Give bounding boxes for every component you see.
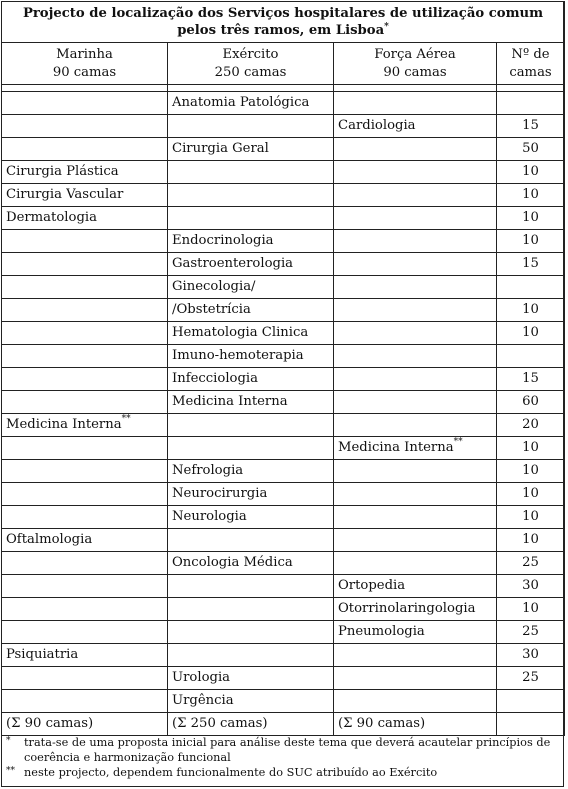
cell-forca-aerea [334, 207, 497, 230]
cell-exercito-text: Imuno-hemoterapia [172, 348, 304, 363]
table-title [2, 2, 565, 43]
cell-exercito-text: Ginecologia/ [172, 279, 256, 294]
cell-camas [497, 138, 565, 161]
cell-marinha [2, 253, 168, 276]
cell-exercito-text: Cirurgia Geral [172, 141, 269, 156]
table-row [2, 345, 565, 368]
cell-camas-text: 10 [522, 187, 539, 202]
cell-camas [497, 529, 565, 552]
cell-camas-text: 10 [522, 509, 539, 524]
table-row [2, 506, 565, 529]
cell-camas [497, 690, 565, 713]
cell-camas-text: 15 [522, 371, 539, 386]
cell-exercito-text: Infecciologia [172, 371, 258, 386]
table-row [2, 322, 565, 345]
spacer-row [2, 85, 565, 92]
cell-exercito [168, 368, 334, 391]
cell-exercito-text: Neurocirurgia [172, 486, 268, 501]
cell-marinha-text: Medicina Interna [6, 417, 122, 432]
header-forca-aerea-beds: 90 camas [383, 64, 447, 80]
cell-forca-aerea-text: Medicina Interna [338, 440, 454, 455]
cell-camas-text: 10 [522, 532, 539, 547]
cell-exercito [168, 161, 334, 184]
cell-exercito [168, 299, 334, 322]
cell-forca-aerea [334, 460, 497, 483]
table-row [2, 598, 565, 621]
spacer-cell [2, 85, 168, 92]
cell-camas [497, 391, 565, 414]
cell-forca-aerea [334, 253, 497, 276]
cell-exercito-text: Anatomia Patológica [172, 95, 310, 110]
cell-camas-text: 10 [522, 164, 539, 179]
cell-exercito [168, 667, 334, 690]
cell-forca-aerea [334, 690, 497, 713]
cell-forca-aerea [334, 437, 497, 460]
cell-forca-aerea [334, 644, 497, 667]
title-line-2-text: pelos três ramos, em Lisboa [177, 23, 385, 38]
cell-exercito [168, 138, 334, 161]
header-forca-aerea [334, 43, 497, 85]
header-forca-aerea-name: Força Aérea [374, 46, 456, 62]
table-row [2, 161, 565, 184]
table-row [2, 460, 565, 483]
table-row [2, 621, 565, 644]
title-line-1: Projecto de localização dos Serviços hospitalares de utilização comum [22, 6, 544, 21]
cell-camas-text: 60 [522, 394, 539, 409]
cell-camas [497, 460, 565, 483]
cell-marinha-text: Dermatologia [6, 210, 97, 225]
table-row [2, 529, 565, 552]
cell-marinha [2, 368, 168, 391]
footnote-2 [6, 765, 558, 780]
cell-camas [497, 322, 565, 345]
cell-exercito [168, 598, 334, 621]
footnote-1-text: trata-se de uma proposta inicial para análise deste tema que deverá acautelar princípios de coerência e harmonização funcional [24, 736, 551, 764]
cell-forca-aerea [334, 276, 497, 299]
cell-marinha [2, 138, 168, 161]
cell-camas [497, 621, 565, 644]
cell-camas [497, 368, 565, 391]
cell-marinha [2, 483, 168, 506]
cell-marinha [2, 322, 168, 345]
header-exercito-beds: 250 camas [214, 64, 287, 80]
header-marinha-beds: 90 camas [52, 64, 117, 80]
cell-exercito-text: /Obstetrícia [172, 302, 251, 317]
cell-camas-text: 10 [522, 601, 539, 616]
title-line-2 [6, 22, 560, 39]
cell-marinha [2, 115, 168, 138]
cell-forca-aerea [334, 391, 497, 414]
cell-exercito-text: Neurologia [172, 509, 247, 524]
cell-forca-aerea [334, 529, 497, 552]
cell-exercito [168, 230, 334, 253]
cell-exercito-text: Oncologia Médica [172, 555, 293, 570]
header-n-camas [497, 43, 565, 85]
cell-camas [497, 299, 565, 322]
cell-marinha [2, 207, 168, 230]
table-row [2, 115, 565, 138]
spacer-cell [168, 85, 334, 92]
cell-forca-aerea [334, 161, 497, 184]
footnote-marker: ** [121, 414, 131, 424]
cell-marinha-text: Oftalmologia [6, 532, 93, 547]
cell-marinha [2, 92, 168, 115]
cell-camas [497, 483, 565, 506]
cell-camas [497, 207, 565, 230]
cell-marinha-text: Cirurgia Plástica [6, 164, 119, 179]
cell-marinha [2, 621, 168, 644]
cell-camas-text: 10 [522, 325, 539, 340]
cell-forca-aerea [334, 552, 497, 575]
cell-camas-text: 50 [522, 141, 539, 156]
cell-forca-aerea [334, 506, 497, 529]
title-footnote-marker: * [384, 22, 389, 32]
cell-camas [497, 644, 565, 667]
cell-marinha [2, 230, 168, 253]
cell-forca-aerea [334, 598, 497, 621]
table-row [2, 184, 565, 207]
cell-camas-text: 20 [522, 417, 539, 432]
cell-exercito [168, 529, 334, 552]
cell-forca-aerea [334, 345, 497, 368]
cell-forca-aerea [334, 230, 497, 253]
header-marinha-name: Marinha [56, 46, 113, 62]
cell-forca-aerea [334, 483, 497, 506]
cell-exercito [168, 621, 334, 644]
cell-marinha [2, 460, 168, 483]
cell-camas-text: 15 [522, 118, 539, 133]
table-row [2, 138, 565, 161]
cell-marinha-text: Psiquiatria [6, 647, 79, 662]
table-row [2, 92, 565, 115]
table-row [2, 644, 565, 667]
cell-exercito [168, 92, 334, 115]
cell-camas-text: 15 [522, 256, 539, 271]
cell-camas [497, 552, 565, 575]
table-row [2, 575, 565, 598]
cell-exercito-text: Urologia [172, 670, 231, 685]
cell-exercito-text: Hematologia Clinica [172, 325, 309, 340]
table-row [2, 437, 565, 460]
cell-camas [497, 506, 565, 529]
cell-marinha [2, 644, 168, 667]
total-marinha: (Σ 90 camas) [2, 713, 168, 736]
cell-camas [497, 161, 565, 184]
cell-exercito-text: Urgência [172, 693, 234, 708]
table-row [2, 207, 565, 230]
cell-exercito-text: Medicina Interna [172, 394, 288, 409]
hospital-services-table [1, 1, 565, 736]
cell-exercito [168, 345, 334, 368]
cell-exercito-text: Endocrinologia [172, 233, 274, 248]
cell-exercito [168, 552, 334, 575]
header-marinha [2, 43, 168, 85]
cell-forca-aerea [334, 575, 497, 598]
column-header-row [2, 43, 565, 85]
cell-exercito [168, 690, 334, 713]
cell-exercito [168, 322, 334, 345]
cell-camas-text: 25 [522, 670, 539, 685]
footnote-2-mark: ** [6, 766, 15, 776]
cell-camas [497, 598, 565, 621]
cell-camas-text: 10 [522, 440, 539, 455]
table-row [2, 253, 565, 276]
cell-exercito [168, 506, 334, 529]
cell-camas-text: 25 [522, 555, 539, 570]
cell-exercito [168, 276, 334, 299]
total-forca-aerea: (Σ 90 camas) [334, 713, 497, 736]
header-exercito [168, 43, 334, 85]
cell-marinha-text: Cirurgia Vascular [6, 187, 124, 202]
cell-camas-text: 10 [522, 302, 539, 317]
table-row [2, 276, 565, 299]
totals-row [2, 713, 565, 736]
cell-forca-aerea [334, 414, 497, 437]
table-row [2, 667, 565, 690]
footnote-marker: ** [453, 437, 463, 447]
cell-marinha [2, 299, 168, 322]
cell-marinha [2, 598, 168, 621]
cell-camas [497, 115, 565, 138]
table-row [2, 391, 565, 414]
cell-exercito [168, 437, 334, 460]
footnote-2-text: neste projecto, dependem funcionalmente do SUC atribuído ao Exército [24, 766, 438, 779]
cell-forca-aerea-text: Cardiologia [338, 118, 416, 133]
table-row [2, 483, 565, 506]
cell-camas [497, 414, 565, 437]
cell-forca-aerea [334, 621, 497, 644]
cell-exercito [168, 184, 334, 207]
cell-forca-aerea [334, 115, 497, 138]
footnote-1-mark: * [6, 736, 11, 746]
cell-marinha [2, 575, 168, 598]
table-row [2, 299, 565, 322]
cell-marinha [2, 506, 168, 529]
cell-exercito-text: Gastroenterologia [172, 256, 294, 271]
cell-camas [497, 437, 565, 460]
cell-forca-aerea [334, 92, 497, 115]
cell-forca-aerea [334, 138, 497, 161]
total-exercito: (Σ 250 camas) [168, 713, 334, 736]
cell-marinha [2, 414, 168, 437]
cell-forca-aerea [334, 368, 497, 391]
table-body [2, 85, 565, 713]
cell-marinha [2, 667, 168, 690]
cell-camas [497, 575, 565, 598]
cell-camas [497, 92, 565, 115]
cell-marinha [2, 161, 168, 184]
cell-camas [497, 276, 565, 299]
cell-exercito [168, 644, 334, 667]
total-camas [497, 713, 565, 736]
cell-camas [497, 184, 565, 207]
cell-forca-aerea [334, 184, 497, 207]
cell-exercito [168, 460, 334, 483]
cell-camas-text: 10 [522, 463, 539, 478]
cell-camas-text: 25 [522, 624, 539, 639]
cell-camas [497, 230, 565, 253]
cell-marinha [2, 552, 168, 575]
header-exercito-name: Exército [222, 46, 279, 62]
cell-marinha [2, 184, 168, 207]
cell-forca-aerea-text: Ortopedia [338, 578, 406, 593]
cell-exercito [168, 483, 334, 506]
footnote-1 [6, 735, 558, 765]
cell-camas-text: 30 [522, 647, 539, 662]
header-n-camas-line1: Nº de [511, 46, 550, 62]
cell-marinha [2, 345, 168, 368]
cell-exercito [168, 575, 334, 598]
cell-exercito [168, 115, 334, 138]
cell-forca-aerea-text: Otorrinolaringologia [338, 601, 476, 616]
cell-forca-aerea [334, 299, 497, 322]
cell-marinha [2, 529, 168, 552]
table-row [2, 414, 565, 437]
cell-exercito [168, 391, 334, 414]
table-row [2, 690, 565, 713]
cell-exercito [168, 414, 334, 437]
cell-exercito [168, 253, 334, 276]
table-row [2, 552, 565, 575]
cell-camas-text: 30 [522, 578, 539, 593]
cell-forca-aerea [334, 667, 497, 690]
table-row [2, 368, 565, 391]
spacer-cell [497, 85, 565, 92]
title-row [2, 2, 565, 43]
cell-camas [497, 345, 565, 368]
cell-forca-aerea-text: Pneumologia [338, 624, 425, 639]
cell-marinha [2, 276, 168, 299]
cell-exercito [168, 207, 334, 230]
cell-camas-text: 10 [522, 210, 539, 225]
cell-forca-aerea [334, 322, 497, 345]
header-n-camas-line2: camas [509, 64, 552, 80]
cell-camas [497, 253, 565, 276]
table-row [2, 230, 565, 253]
spacer-cell [334, 85, 497, 92]
cell-marinha [2, 690, 168, 713]
cell-exercito-text: Nefrologia [172, 463, 244, 478]
footnotes [6, 735, 558, 780]
cell-camas [497, 667, 565, 690]
cell-marinha [2, 437, 168, 460]
cell-marinha [2, 391, 168, 414]
cell-camas-text: 10 [522, 233, 539, 248]
cell-camas-text: 10 [522, 486, 539, 501]
